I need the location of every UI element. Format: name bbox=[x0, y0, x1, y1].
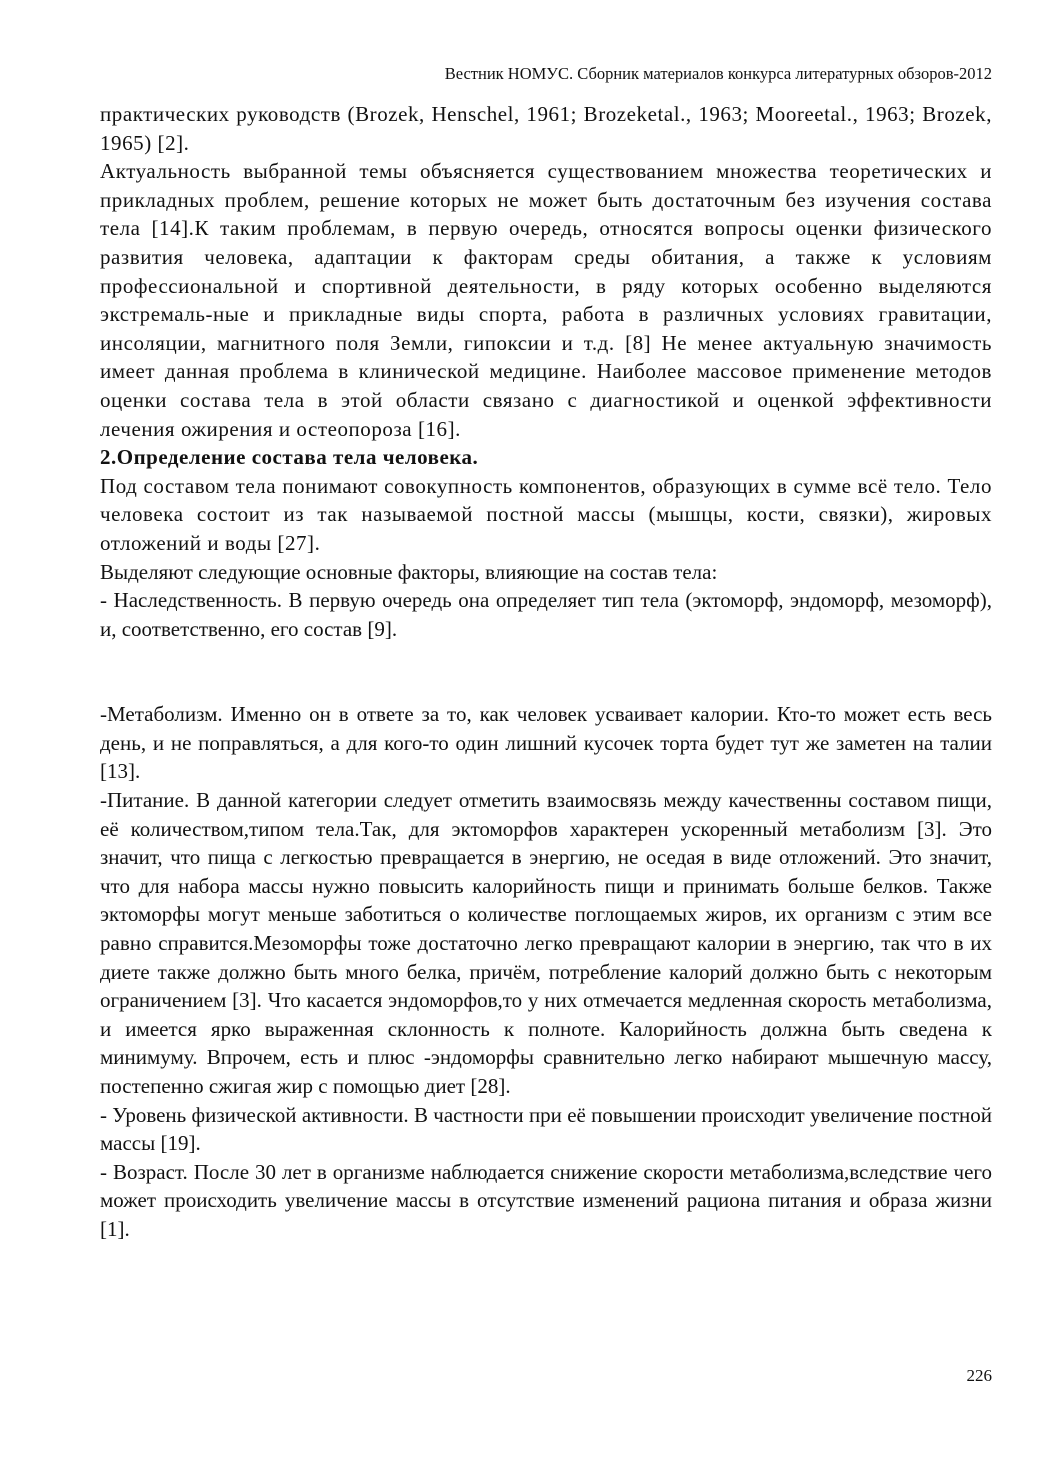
list-item-heredity: - Наследственность. В первую очередь она определяет тип тела (эктоморф, эндоморф, мезоморф), и, соответственно, его состав [9]. bbox=[100, 588, 992, 641]
paragraph-references: практических руководств (Brozek, Henschel, 1961; Brozeketal., 1963; Mooreetal., 1963; Brozek, 1965) [2]. bbox=[100, 102, 992, 155]
section-heading: 2.Определение состава тела человека. bbox=[100, 445, 479, 470]
running-header: Вестник НОМУС. Сборник материалов конкурса литературных обзоров-2012 bbox=[444, 64, 992, 83]
paragraph-definition: Под составом тела понимают совокупность компонентов, образующих в сумме всё тело. Тело человека состоит из так называемой постной массы (мышцы, кости, связки), жировых отложений и воды [27]. bbox=[100, 473, 992, 555]
list-item-age: - Возраст. После 30 лет в организме наблюдается снижение скорости метаболизма,вследствие чего может происходить увеличение массы в отсутствие изменений рациона питания и образа жизни [1]. bbox=[100, 1159, 992, 1241]
list-item-metabolism: -Метаболизм. Именно он в ответе за то, как человек усваивает калории. Кто-то может есть весь день, и не поправляться, а для кого-то один лишний кусочек торта будет тут же заметен на талии [13]. bbox=[100, 702, 992, 784]
list-item-physical-activity: - Уровень физической активности. В частности при её повышении происходит увеличение постной массы [19]. bbox=[100, 1102, 992, 1156]
list-item-nutrition: -Питание. В данной категории следует отметить взаимосвязь между качественны составом пищи, её количеством,типом тела.Так, для эктоморфов характерен ускоренный метаболизм [3]. Это значит, что пища с легкостью превращается в энергию, не оседая в виде отложений. Это значит, что для набора массы нужно повысить калорийность пищи и принимать больше белков. Также эктоморфы могут меньше заботиться о количестве поглощаемых жиров, их организм с этим все равно справится.Мезоморфы тоже достаточно легко превращают калории в энергию, так что в их диете также должно быть много белка, причём, потребление калорий должно быть с некоторым ограничением [3]. Что касается эндоморфов,то у них отмечается медленная скорость метаболизма, и имеется ярко выраженная склонность к полноте. Калорийность должна быть сведена к минимуму. Впрочем, есть и плюс -эндоморфы сравнительно легко набирают мышечную массу, постепенно сжигая жир с помощью диет [28]. bbox=[100, 788, 992, 1098]
page-number: 226 bbox=[966, 1366, 992, 1385]
paragraph-relevance: Актуальность выбранной темы объясняется существованием множества теоретических и прикладных проблем, решение которых не может быть достаточным без изучения состава тела [14].К таким проблемам, в первую очередь, относятся вопросы оценки физического развития человека, адаптации к факторам среды обитания, а также к условиям профессиональной и спортивной деятельности, в ряду которых особенно выделяются экстремаль-ные и прикладные виды спорта, работа в различных условиях гравитации, инсоляции, магнитного поля Земли, гипоксии и т.д. [8] Не менее актуальную значимость имеет данная проблема в клинической медицине. Наиболее массовое применение методов оценки состава тела в этой области связано с диагностикой и оценкой эффективности лечения ожирения и остеопороза [16]. bbox=[100, 159, 992, 441]
blank-space bbox=[100, 643, 992, 700]
body-text bbox=[100, 100, 992, 1244]
paragraph-factors-intro: Выделяют следующие основные факторы, влияющие на состав тела: bbox=[100, 559, 718, 584]
